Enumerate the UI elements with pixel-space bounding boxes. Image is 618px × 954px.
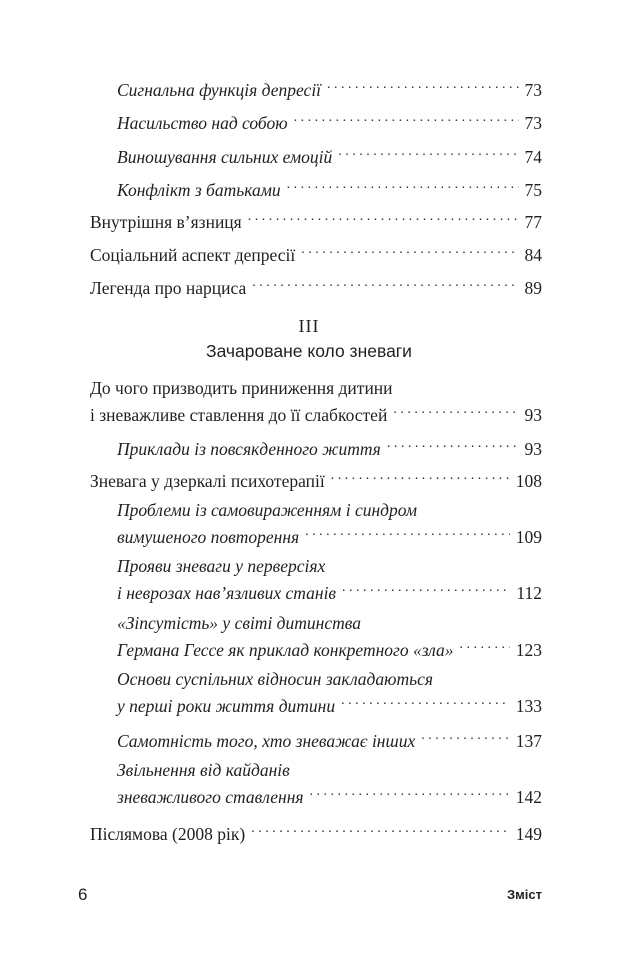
toc-entry-page: 109 bbox=[515, 527, 542, 547]
dot-leader bbox=[342, 577, 510, 599]
toc-entry-title-line1: До чого призводить приниження дитини bbox=[90, 378, 393, 398]
toc-entry bbox=[90, 465, 542, 492]
toc-entry-title: і зневажливе ставлення до її слабкостей bbox=[90, 405, 388, 425]
dot-leader bbox=[387, 433, 519, 455]
dot-leader bbox=[310, 781, 510, 803]
toc-entry bbox=[117, 612, 542, 661]
toc-entry-title-line1: Звільнення від кайданів bbox=[117, 760, 290, 780]
toc-entry bbox=[117, 433, 542, 460]
toc-entry-page: 137 bbox=[515, 731, 542, 751]
toc-entry bbox=[90, 206, 542, 233]
toc-entry-title: вимушеного повторення bbox=[117, 527, 300, 547]
toc-entry-page: 123 bbox=[515, 640, 542, 660]
toc-entry-page: 73 bbox=[524, 113, 542, 133]
toc-entry-title: Приклади із повсякденного життя bbox=[117, 439, 381, 459]
toc-entry-page: 93 bbox=[524, 405, 542, 425]
toc-entry bbox=[117, 555, 542, 604]
toc-entry-page: 89 bbox=[524, 278, 542, 298]
toc-entry-title: Легенда про нарциса bbox=[90, 278, 247, 298]
dot-leader bbox=[248, 206, 519, 228]
toc-entry bbox=[90, 377, 542, 426]
toc-entry bbox=[117, 174, 542, 201]
toc-entry bbox=[90, 239, 542, 266]
toc-entry-page: 93 bbox=[524, 439, 542, 459]
running-footer-title: Зміст bbox=[507, 887, 542, 902]
toc-entry bbox=[117, 759, 542, 808]
toc-entry-page: 84 bbox=[524, 245, 542, 265]
toc-entry bbox=[117, 141, 542, 168]
toc-entry-title: Сигнальна функція депресії bbox=[117, 80, 322, 100]
toc-entry-title-line1: Прояви зневаги у перверсіях bbox=[117, 556, 326, 576]
part-title: Зачароване коло зневаги bbox=[206, 341, 412, 361]
dot-leader bbox=[393, 399, 518, 421]
dot-leader bbox=[301, 239, 518, 261]
dot-leader bbox=[294, 107, 519, 129]
dot-leader bbox=[459, 634, 509, 656]
toc-entry bbox=[117, 107, 542, 134]
toc-entry-title: Германа Гессе як приклад конкретного «зла» bbox=[117, 640, 454, 660]
toc-entry bbox=[117, 74, 542, 101]
dot-leader bbox=[338, 141, 518, 163]
toc-entry-page: 75 bbox=[524, 180, 542, 200]
part-number: III bbox=[298, 316, 320, 336]
dot-leader bbox=[305, 521, 510, 543]
toc-entry-page: 108 bbox=[515, 471, 542, 491]
toc-entry-page: 77 bbox=[524, 212, 542, 232]
toc-entry-title: Насильство над собою bbox=[117, 113, 288, 133]
dot-leader bbox=[331, 465, 510, 487]
toc-entry bbox=[117, 499, 542, 548]
toc-entry bbox=[90, 272, 542, 299]
dot-leader bbox=[341, 690, 510, 712]
toc-entry-title: Післямова (2008 рік) bbox=[90, 824, 246, 844]
toc-entry-page: 73 bbox=[524, 80, 542, 100]
dot-leader bbox=[287, 174, 519, 196]
dot-leader bbox=[421, 725, 510, 747]
page-number: 6 bbox=[78, 885, 88, 904]
dot-leader bbox=[327, 74, 518, 96]
toc-entry-title: у перші роки життя дитини bbox=[117, 696, 336, 716]
toc-entry-page: 112 bbox=[516, 583, 542, 603]
toc-entry-title: Внутрішня в’язниця bbox=[90, 212, 242, 232]
toc-entry-title: Конфлікт з батьками bbox=[117, 180, 281, 200]
toc-entry-title-line1: Основи суспільних відносин закладаються bbox=[117, 669, 433, 689]
toc-entry bbox=[117, 725, 542, 752]
toc-entry-title: Виношування сильних емоцій bbox=[117, 147, 333, 167]
toc-entry bbox=[117, 668, 542, 717]
dot-leader bbox=[251, 818, 510, 840]
toc-entry-title-line1: «Зіпсутість» у світі дитинства bbox=[117, 613, 361, 633]
toc-entry-page: 142 bbox=[515, 787, 542, 807]
toc-entry-title-line1: Проблеми із самовираженням і синдром bbox=[117, 500, 418, 520]
toc-entry-title: Соціальний аспект депресії bbox=[90, 245, 296, 265]
toc-entry bbox=[90, 818, 542, 845]
dot-leader bbox=[252, 272, 518, 294]
toc-entry-title: Самотність того, хто зневажає інших bbox=[117, 731, 416, 751]
toc-entry-page: 74 bbox=[524, 147, 542, 167]
toc-entry-title: Зневага у дзеркалі психотерапії bbox=[90, 471, 325, 491]
toc-entry-title: і неврозах нав’язливих станів bbox=[117, 583, 337, 603]
toc-entry-page: 133 bbox=[515, 696, 542, 716]
toc-entry-page: 149 bbox=[515, 824, 542, 844]
toc-entry-title: зневажливого ставлення bbox=[117, 787, 304, 807]
